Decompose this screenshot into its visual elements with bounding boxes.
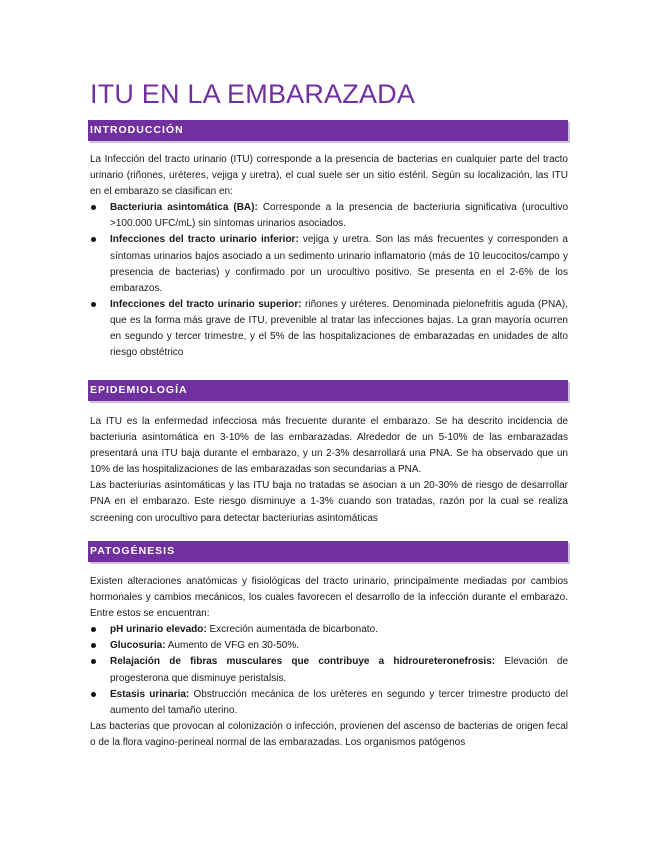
bullet-icon <box>91 237 96 242</box>
bullet-icon <box>91 205 96 210</box>
epidemiologia-paragraph-2: Las bacteriurias asintomáticas y las ITU baja no tratadas se asocian a un 20-30% de riesgo de desarrollar PNA en el embarazo. Este riesgo disminuye a 1-3% cuando son tratadas, razón por la cual se realiza screening con urocultivo para detectar bacteriurias asintomáticas <box>90 480 568 524</box>
section-body-patogenesis <box>90 574 568 751</box>
list-item-term: Infecciones del tracto urinario superior: <box>110 298 302 310</box>
list-item <box>90 622 568 638</box>
list-item-text: vejiga y uretra. Son las más frecuentes y corresponden a síntomas urinarios bajos asociado a un sedimento urinario inflamatorio (más de 10 leucocitos/campo y presencia de bacterias) y confirmado por un urocultivo positivo. Se presenta en el 2-6% de los embarazos. <box>110 234 568 294</box>
list-item-term: Relajación de fibras musculares que contribuye a hidroureteronefrosis: <box>110 656 496 668</box>
list-item <box>90 654 568 686</box>
epidemiologia-paragraph-1: La ITU es la enfermedad infecciosa más frecuente durante el embarazo. Se ha descrito incidencia de bacteriuria asintomática en 3-10% de las embarazadas. Alrededor de un 5-10% de las embarazadas presentará una ITU baja durante el embarazo, y un 2-3% desarrollará una PNA. Se ha observado que un 10% de las hospitalizaciones de las embarazadas son secundarias a PNA. <box>90 416 568 476</box>
bullet-icon <box>91 627 96 632</box>
list-item <box>90 687 568 719</box>
list-item <box>90 200 568 232</box>
intro-classification-list <box>90 200 568 361</box>
intro-paragraph: La Infección del tracto urinario (ITU) corresponde a la presencia de bacterias en cualquier parte del tracto urinario (riñones, uréteres, vejiga y uretra), el cual suele ser un sitio estéril. Según su localización, las ITU en el embarazo se clasifican en: <box>90 154 568 198</box>
bullet-icon <box>91 302 96 307</box>
section-heading-epidemiologia: EPIDEMIOLOGÍA <box>88 380 568 401</box>
bullet-icon <box>91 692 96 697</box>
bullet-icon <box>91 659 96 664</box>
list-item-text: Elevación de progesterona que disminuye peristalsis. <box>110 656 569 684</box>
list-item <box>90 232 568 296</box>
list-item-text: Corresponde a la presencia de bacteriuria significativa (urocultivo >100.000 UFC/mL) sin síntomas urinarios asociados. <box>110 202 569 230</box>
section-body-introduccion <box>90 152 568 361</box>
document-title: ITU EN LA EMBARAZADA <box>90 79 416 109</box>
list-item-term: Infecciones del tracto urinario inferior: <box>110 234 299 246</box>
list-item-text: Obstrucción mecánica de los uréteres en segundo y tercer trimestre producto del aumento del tamaño uterino. <box>110 688 568 716</box>
section-body-epidemiologia <box>90 414 568 527</box>
patogenesis-paragraph-1: Existen alteraciones anatómicas y fisiológicas del tracto urinario, principalmente mediadas por cambios hormonales y cambios mecánicos, los cuales favorecen el desarrollo de la infección durante el embarazo. Entre estos se encuentran: <box>90 576 568 620</box>
patogenesis-factor-list <box>90 622 568 719</box>
list-item-term: Estasis urinaria: <box>110 688 190 700</box>
list-item-term: Bacteriuria asintomática (BA): <box>110 202 258 214</box>
list-item-term: pH urinario elevado: <box>110 624 207 636</box>
section-heading-introduccion: INTRODUCCIÓN <box>88 120 568 141</box>
list-item-text: riñones y uréteres. Denominada pielonefritis aguda (PNA), que es la forma más grave de ITU, prevenible al tratar las infecciones bajas. La gran mayoría ocurren en segundo y tercer trimestre, y el 5% de las hospitalizaciones de embarazadas en unidades de alto riesgo obstétrico <box>110 298 568 359</box>
list-item-text: Aumento de VFG en 30-50%. <box>165 640 299 652</box>
list-item <box>90 297 568 361</box>
patogenesis-paragraph-2: Las bacterias que provocan al colonización o infección, provienen del ascenso de bacterias de origen fecal o de la flora vagino-perineal normal de las embarazadas. Los organismos patógenos <box>90 720 568 748</box>
bullet-icon <box>91 643 96 648</box>
list-item <box>90 638 568 654</box>
section-heading-patogenesis: PATOGÉNESIS <box>88 541 568 562</box>
list-item-text: Excreción aumentada de bicarbonato. <box>206 624 378 636</box>
list-item-term: Glucosuria: <box>110 640 166 652</box>
